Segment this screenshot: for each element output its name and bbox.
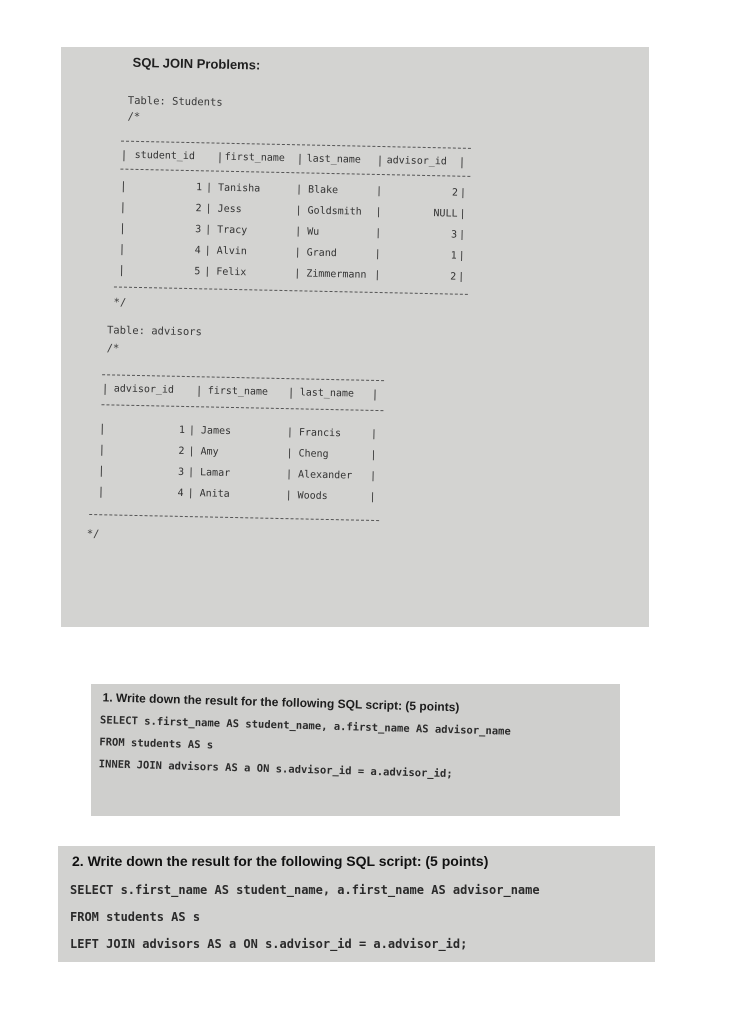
advisors-row1-first: James [200, 425, 232, 437]
pipe: | [204, 266, 217, 278]
pipe: | [294, 247, 301, 259]
advisors-row3-last: Alexander [297, 469, 353, 482]
advisors-open-comment: /* [106, 342, 120, 355]
question1-title: 1. Write down the result for the following SQL script: (5 points) [102, 690, 460, 715]
students-row4-first: Alvin [216, 245, 247, 258]
pipe: | [101, 382, 109, 396]
question1-line3: INNER JOIN advisors AS a ON s.advisor_id = a.advisor_id; [98, 758, 453, 781]
pipe: | [296, 152, 304, 166]
students-header-student-id: student_id [134, 149, 196, 163]
pipe: | [370, 428, 378, 441]
pipe: | [286, 427, 294, 439]
students-row5-advisor: 2 [450, 271, 457, 283]
students-row4-advisor: 1 [450, 250, 457, 262]
pipe: | [458, 250, 465, 262]
advisors-header-last-name: last_name [299, 387, 355, 400]
advisors-row2-id: 2 [178, 445, 185, 457]
pipe: | [295, 226, 302, 238]
pipe: | [371, 387, 379, 402]
students-header-last-name: last_name [306, 153, 361, 166]
pipe: | [205, 224, 218, 236]
students-row2-advisor: NULL [433, 208, 458, 220]
pipe: | [204, 245, 217, 257]
pipe: | [188, 446, 195, 458]
advisors-row2-first: Amy [200, 446, 219, 458]
pipe: | [120, 148, 128, 162]
question1-line2: FROM students AS s [99, 736, 214, 752]
pipe: | [216, 150, 224, 164]
pipe: | [459, 187, 467, 199]
pipe: | [205, 203, 218, 215]
students-row1-advisor: 2 [451, 187, 459, 199]
pipe: | [374, 269, 381, 282]
students-row5-first: Felix [216, 266, 247, 279]
pipe: | [287, 386, 295, 400]
pipe: | [369, 491, 376, 503]
students-row3-last: Wu [307, 226, 320, 238]
pipe: | [458, 229, 466, 241]
pipe: | [187, 488, 194, 500]
advisors-close-comment: */ [86, 527, 100, 541]
advisors-border-top [102, 374, 384, 381]
students-row2-first: Jess [217, 203, 242, 216]
advisors-row1-last: Francis [298, 427, 342, 440]
question1-line1: SELECT s.first_name AS student_name, a.first_name AS advisor_name [99, 714, 511, 738]
pipe: | [98, 443, 106, 457]
students-row3-advisor: 3 [450, 229, 458, 241]
pipe: | [295, 205, 302, 217]
pipe: | [97, 464, 105, 478]
pipe: | [188, 425, 196, 437]
pipe: | [370, 449, 377, 462]
question2-title: 2. Write down the result for the following SQL script: (5 points) [72, 853, 489, 869]
pipe: | [118, 263, 126, 277]
pipe: | [285, 490, 292, 502]
pipe: | [97, 485, 105, 499]
advisors-header-first-name: first_name [207, 385, 269, 398]
students-row1-last: Blake [307, 184, 339, 197]
worksheet-photo [61, 47, 649, 627]
pipe: | [458, 155, 466, 169]
advisors-row1-id: 1 [178, 424, 186, 436]
pipe: | [118, 242, 126, 256]
students-row5-last: Zimmermann [306, 268, 367, 281]
students-row4-last: Grand [306, 247, 337, 260]
students-row1-id: 1 [195, 182, 203, 194]
pipe: | [119, 179, 127, 193]
question1-block [91, 684, 620, 816]
advisors-row2-last: Cheng [298, 448, 329, 460]
pipe: | [98, 422, 106, 436]
pipe: | [195, 384, 203, 398]
question2-line1: SELECT s.first_name AS student_name, a.first_name AS advisor_name [70, 883, 540, 897]
pipe: | [285, 469, 293, 481]
students-row5-id: 5 [194, 266, 201, 278]
pipe: | [374, 248, 381, 261]
pipe: | [119, 200, 127, 214]
pipe: | [376, 153, 384, 168]
pipe: | [369, 470, 377, 482]
students-row2-id: 2 [195, 203, 202, 215]
pipe: | [295, 184, 303, 196]
advisors-row3-first: Lamar [199, 467, 231, 479]
pipe: | [187, 467, 195, 479]
question2-photo [58, 846, 655, 962]
advisors-row4-id: 4 [177, 487, 184, 499]
students-row2-last: Goldsmith [307, 205, 362, 218]
students-border-mid [120, 169, 470, 177]
pipe: | [205, 182, 219, 194]
students-close-comment: */ [113, 296, 127, 309]
pipe: | [286, 448, 293, 460]
students-label: Table: Students [127, 94, 223, 109]
students-header-advisor-id: advisor_id [386, 155, 447, 168]
pipe: | [119, 221, 126, 235]
worksheet-sheet [61, 47, 649, 627]
advisors-row4-last: Woods [297, 490, 328, 502]
advisors-row4-first: Anita [199, 488, 230, 500]
students-row1-first: Tanisha [217, 182, 261, 195]
pipe: | [459, 208, 466, 220]
students-row3-id: 3 [195, 224, 202, 236]
students-row3-first: Tracy [217, 224, 248, 237]
pipe: | [375, 185, 383, 198]
students-row4-id: 4 [194, 245, 201, 257]
advisors-header-advisor-id: advisor_id [113, 383, 175, 396]
students-border-top [121, 141, 471, 149]
page-title: SQL JOIN Problems: [132, 54, 261, 73]
pipe: | [375, 227, 382, 240]
advisors-row3-id: 3 [177, 466, 185, 478]
pipe: | [375, 206, 382, 219]
advisors-border-mid [101, 404, 383, 411]
advisors-border-bottom [89, 514, 379, 521]
pipe: | [458, 271, 465, 283]
question1-photo [91, 684, 620, 816]
students-border-bottom [114, 286, 468, 294]
students-header-first-name: first_name [224, 151, 286, 165]
question2-line3: LEFT JOIN advisors AS a ON s.advisor_id = a.advisor_id; [70, 937, 468, 951]
pipe: | [294, 268, 301, 280]
advisors-label: Table: advisors [106, 324, 202, 339]
students-open-comment: /* [127, 110, 141, 123]
question2-line2: FROM students AS s [70, 910, 201, 924]
